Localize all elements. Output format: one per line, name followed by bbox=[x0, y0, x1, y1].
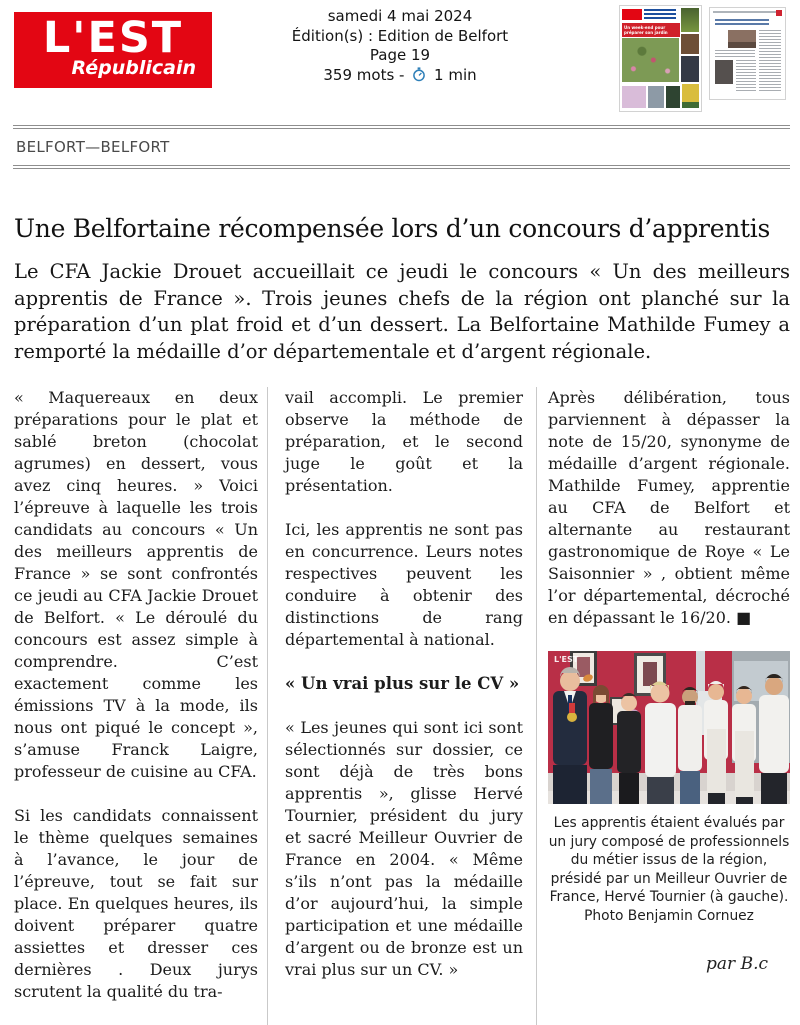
lest-republicain-logo bbox=[14, 12, 212, 88]
photo-caption: Les apprentis étaient évalués par un jury composé de professionnels du métier issus de la région, présidé par un Meilleur Ouvrier de France, Hervé Tournier (à gauche). Photo Benjamin Cornuez bbox=[548, 815, 790, 924]
thumbnail-header-rule bbox=[713, 11, 779, 13]
word-count-line bbox=[230, 66, 570, 88]
column-divider bbox=[536, 387, 537, 1025]
thumbnail-ad-block-1 bbox=[622, 86, 646, 108]
thumbnail-article-headline bbox=[715, 19, 769, 26]
header bbox=[0, 0, 800, 125]
column-1 bbox=[14, 387, 258, 1025]
photo-watermark: L'EST bbox=[554, 655, 579, 664]
word-count: 359 mots - bbox=[323, 65, 405, 84]
subheading: « Un vrai plus sur le CV » bbox=[285, 674, 520, 693]
thumbnail-photo-green bbox=[681, 8, 699, 32]
logo-subtitle: Républicain bbox=[71, 57, 196, 79]
column-divider bbox=[267, 387, 268, 1025]
article-meta bbox=[230, 7, 570, 87]
thumbnail-ad-block-4 bbox=[682, 84, 699, 108]
thumbnail-side-photo-2 bbox=[681, 56, 699, 82]
thumbnail-text-column-1 bbox=[759, 30, 781, 92]
paragraph: « Les jeunes qui sont ici sont sélectionnés sur dossier, ce sont déjà de très bons apprentis », glisse Hervé Tournier, président du jury et sacré Meilleur Ouvrier de France en 2004. « Même s’ils n’ont pas la médaille d’or aujourd’hui, la simple participation et une médaille d’argent ou de bronze est un vrai plus sur un CV. » bbox=[285, 718, 523, 979]
column-2 bbox=[285, 387, 523, 1025]
thumbnail-logo-block bbox=[622, 9, 642, 20]
article bbox=[14, 213, 790, 1025]
article-lede: Le CFA Jackie Drouet accueillait ce jeudi le concours « Un des meilleurs apprentis de France ». Trois jeunes chefs de la région ont planché sur la préparation d’un plat froid et d’un dessert. La Belfortaine Mathilde Fumey a remporté la médaille d’or départementale et d’argent régionale. bbox=[14, 260, 790, 363]
page-number: Page 19 bbox=[369, 46, 431, 64]
thumbnail-red-headline: Un week-end pour préparer son jardin bbox=[622, 23, 680, 37]
thumbnail-second-photo bbox=[715, 60, 733, 84]
front-page-thumbnail[interactable] bbox=[619, 5, 702, 112]
publication-date: samedi 4 mai 2024 bbox=[327, 7, 473, 25]
thumbnail-corner-mark bbox=[776, 10, 782, 16]
bottom-rule bbox=[13, 165, 790, 169]
column-3 bbox=[548, 387, 790, 1025]
paragraph: « Maquereaux en deux préparations pour le plat et sablé breton (chocolat agrumes) en dessert, vous avez cinq heures. » Voici l’épreuve à laquelle les trois candidats au concours « Un des meilleurs apprentis de France » se sont confrontés ce jeudi au CFA Jackie Drouet de Belfort. « Le déroulé du concours est assez simple à comprendre. C’est exactement comme les émissions TV à la mode, ils nous ont piqué le concept », s’amuse Franck Laigre, professeur de cuisine au CFA. bbox=[14, 388, 258, 781]
paragraph: Si les candidats connaissent le thème quelques semaines à l’avance, le jour de l’épreuve, tout se fait sur place. En quelques heures, ils doivent préparer quatre assiettes et dresser ces dernières . Deux jurys scrutent la qualité du tra- bbox=[14, 806, 258, 1001]
article-headline: Une Belfortaine récompensée lors d’un concours d’apprentis bbox=[14, 214, 770, 243]
article-page-thumbnail[interactable] bbox=[709, 7, 786, 100]
thumbnail-ad-block-2 bbox=[648, 86, 664, 108]
thumbnail-garden-photo bbox=[622, 38, 679, 82]
group-photo bbox=[548, 651, 790, 804]
article-columns bbox=[14, 387, 790, 1025]
thumbnail-headline-lines bbox=[644, 9, 676, 21]
thumbnail-text-column-3 bbox=[736, 60, 756, 92]
logo-title: L'EST bbox=[42, 13, 184, 63]
thumbnail-group-photo bbox=[728, 30, 756, 48]
paragraph: Ici, les apprentis ne sont pas en concurrence. Leurs notes respectives peuvent les conduire à obtenir des distinctions de rang départemental à national. bbox=[285, 520, 523, 649]
section-band bbox=[13, 125, 790, 169]
author-byline: par B.c bbox=[706, 954, 768, 974]
thumbnail-ad-block-3 bbox=[666, 86, 680, 108]
clock-icon bbox=[412, 67, 426, 88]
edition-label: Édition(s) : Edition de Belfort bbox=[291, 26, 509, 45]
thumbnail-text-column-2 bbox=[715, 50, 755, 58]
paragraph: vail accompli. Le premier observe la méthode de préparation, et le second juge le goût et la présentation. bbox=[285, 388, 523, 495]
thumbnail-side-photo-1 bbox=[681, 34, 699, 54]
section-label: BELFORT—BELFORT bbox=[16, 138, 170, 156]
paragraph: Après délibération, tous parviennent à dépasser la note de 15/20, synonyme de médaille d’argent régionale. Mathilde Fumey, apprentie au CFA de Belfort et alternante au restaurant gastronomique de Roye « Le Saisonnier » , obtient même l’or départemental, décroché en dépassant le 16/20. ■ bbox=[548, 388, 790, 627]
read-time: 1 min bbox=[434, 65, 477, 84]
